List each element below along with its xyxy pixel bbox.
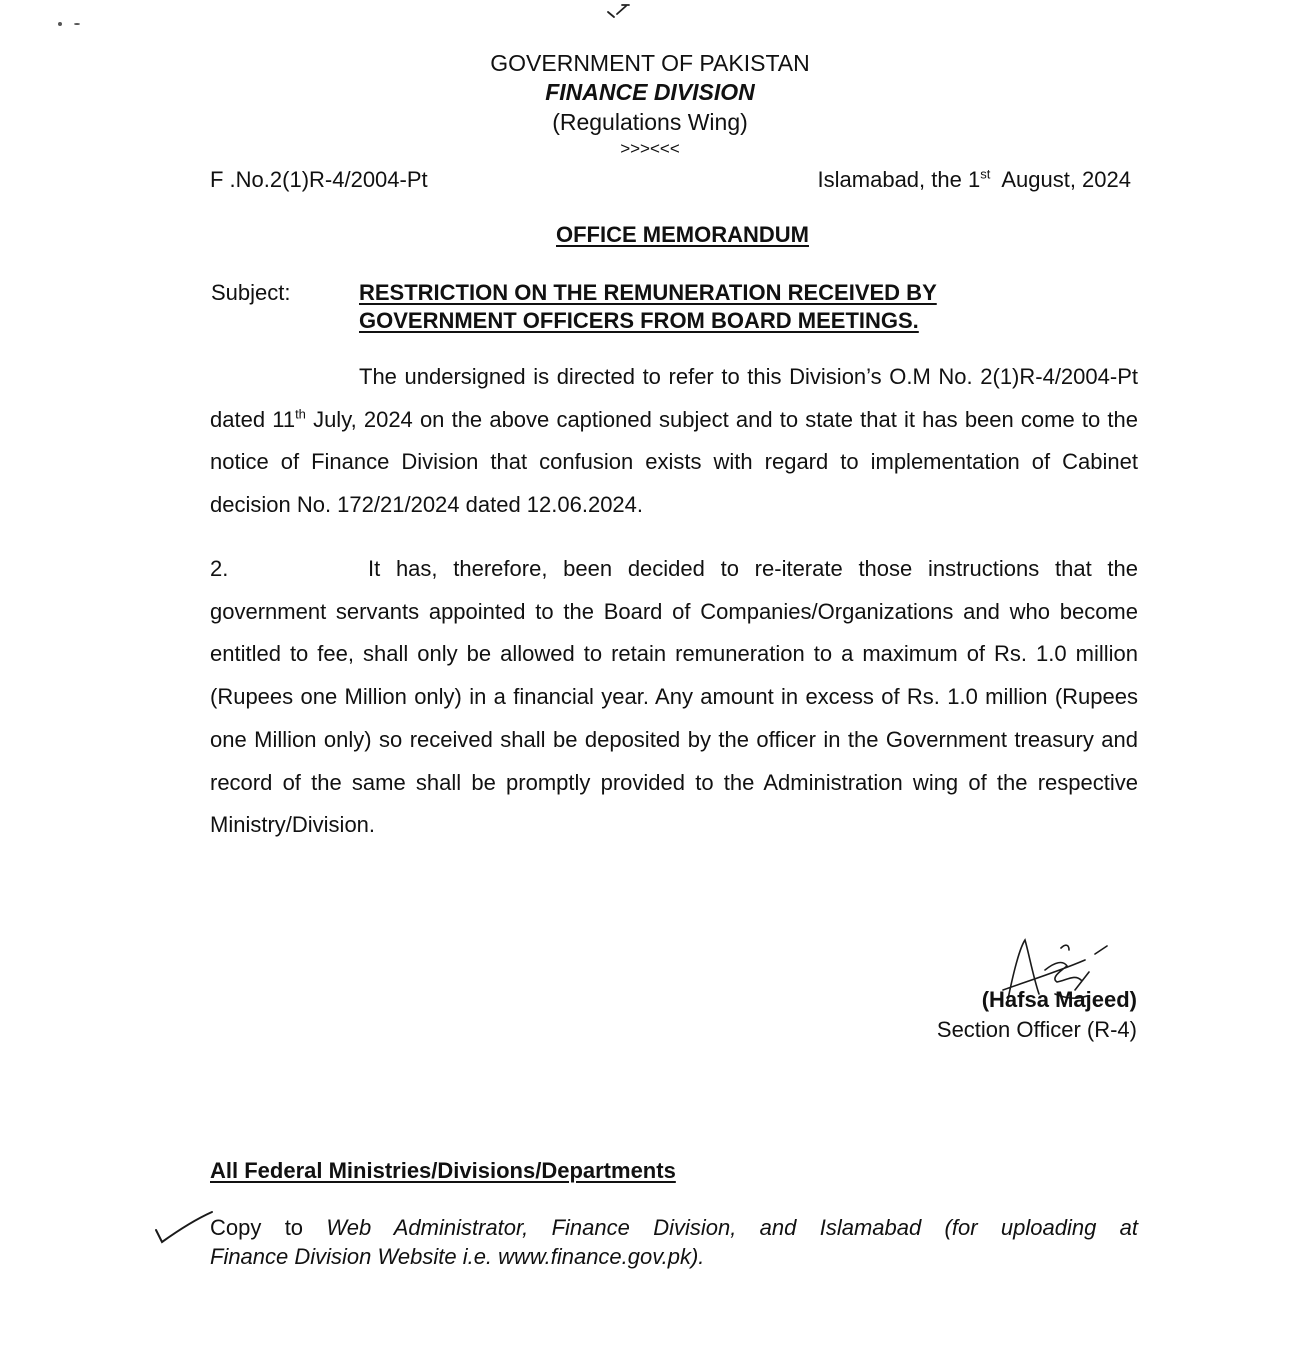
addressee: All Federal Ministries/Divisions/Departments [210,1158,676,1183]
header-separator: >>><<< [620,139,680,158]
subject-line-2: GOVERNMENT OFFICERS FROM BOARD MEETINGS. [359,308,919,333]
scan-speck [74,23,80,25]
scan-speck [58,22,62,26]
government-heading: GOVERNMENT OF PAKISTAN [490,50,810,76]
copy-to-line-2: Finance Division Website i.e. www.finance.gov.pk). [210,1244,705,1269]
date-prefix: Islamabad, the 1 [817,167,981,192]
copy-to-recipient: Web Administrator, Finance Division, and Islamabad (for uploading at [326,1215,1138,1240]
signatory-name: (Hafsa Majeed) [981,987,1137,1012]
copy-to-line-1 [210,1214,1138,1242]
paragraph-1-ordinal: th [295,406,306,422]
wing-heading: (Regulations Wing) [552,109,748,135]
file-number: F .No.2(1)R-4/2004-Pt [210,167,428,192]
paragraph-2-number: 2. [210,556,229,581]
signatory-designation: Section Officer (R-4) [936,1017,1137,1042]
copy-to-prefix: Copy to [210,1215,327,1240]
date-rest: August, 2024 [990,167,1131,192]
paragraph-2 [210,548,1138,847]
initial-mark-icon [604,2,634,20]
date-ordinal: st [980,166,991,182]
memo-title: OFFICE MEMORANDUM [556,222,809,247]
subject-line-1: RESTRICTION ON THE REMUNERATION RECEIVED BY [359,280,937,305]
subject-label: Subject: [211,280,291,305]
paragraph-1-text-b: July, 2024 on the above captioned subject and to state that it has been come to the notice of Finance Division that confusion exists with regard to implementation of Cabinet decision No. 172/21/2024 dated 12.06.2024. [210,406,1138,518]
paragraph-1-text-a: The undersigned is directed to refer to this Division’s O.M No. 2(1)R-4/2004-Pt dated 11 [210,364,1138,432]
paragraph-1 [210,356,1138,527]
memo-date [778,166,1131,194]
paragraph-2-text: It has, therefore, been decided to re-iterate those instructions that the government servants appointed to the Board of Companies/Organizations and who become entitled to fee, shall only be allowed to retain remuneration to a maximum of Rs. 1.0 million (Rupees one Million only) in a financial year. Any amount in excess of Rs. 1.0 million (Rupees one Million only) so received shall be deposited by the officer in the Government treasury and record of the same shall be promptly provided to the Administration wing of the respective Ministry/Division. [210,556,1138,838]
division-heading: FINANCE DIVISION [545,79,755,105]
